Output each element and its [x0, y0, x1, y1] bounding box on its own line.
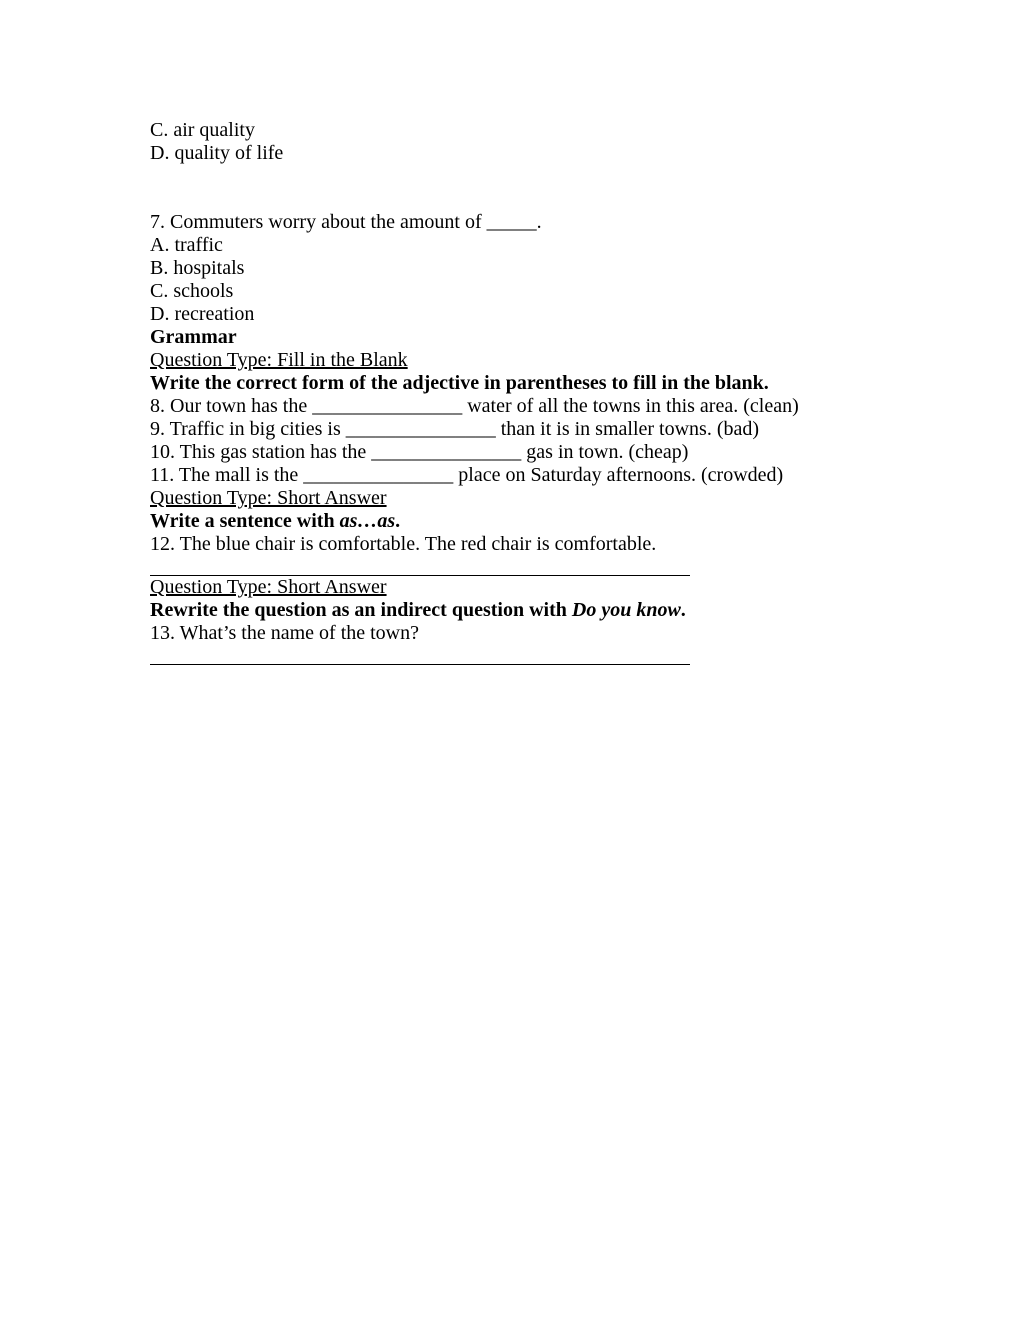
- instruction-italic-phrase: as…as: [339, 510, 396, 532]
- instruction-suffix: .: [680, 599, 686, 621]
- option-c: C. schools: [150, 280, 234, 302]
- instruction-short-answer-2: [150, 599, 880, 622]
- question-13: 13. What’s the name of the town?: [150, 622, 420, 644]
- question-type-heading-short-answer-2: Question Type: Short Answer: [150, 576, 387, 598]
- option-c: C. air quality: [150, 119, 255, 141]
- question6-options: [150, 119, 880, 165]
- question-12: 12. The blue chair is comfortable. The red chair is comfortable.: [150, 533, 657, 555]
- instruction-italic-phrase: Do you know: [571, 599, 681, 621]
- instruction-suffix: .: [395, 510, 401, 532]
- question-11: 11. The mall is the _______________ place on Saturday afternoons. (crowded): [150, 464, 784, 486]
- grammar-heading: Grammar: [150, 326, 237, 348]
- instruction-prefix: Rewrite the question as an indirect question with: [150, 599, 572, 621]
- question-7-text: 7. Commuters worry about the amount of _____.: [150, 211, 542, 233]
- instruction-prefix: Write a sentence with: [150, 510, 340, 532]
- answer-line: [150, 664, 690, 665]
- option-a: A. traffic: [150, 234, 223, 256]
- instruction-short-answer-1: [150, 510, 880, 533]
- question-type-heading-fill-in-the-blank: Question Type: Fill in the Blank: [150, 349, 408, 371]
- question-7: [150, 211, 880, 326]
- question-8: 8. Our town has the _______________ water of all the towns in this area. (clean): [150, 395, 799, 417]
- question-9: 9. Traffic in big cities is _______________ than it is in smaller towns. (bad): [150, 418, 760, 440]
- instruction-fill-in-the-blank: Write the correct form of the adjective in parentheses to fill in the blank.: [150, 372, 769, 394]
- question-10: 10. This gas station has the _______________ gas in town. (cheap): [150, 441, 689, 463]
- option-b: B. hospitals: [150, 257, 245, 279]
- option-d: D. recreation: [150, 303, 255, 325]
- option-d: D. quality of life: [150, 142, 284, 164]
- question-type-heading-short-answer-1: Question Type: Short Answer: [150, 487, 387, 509]
